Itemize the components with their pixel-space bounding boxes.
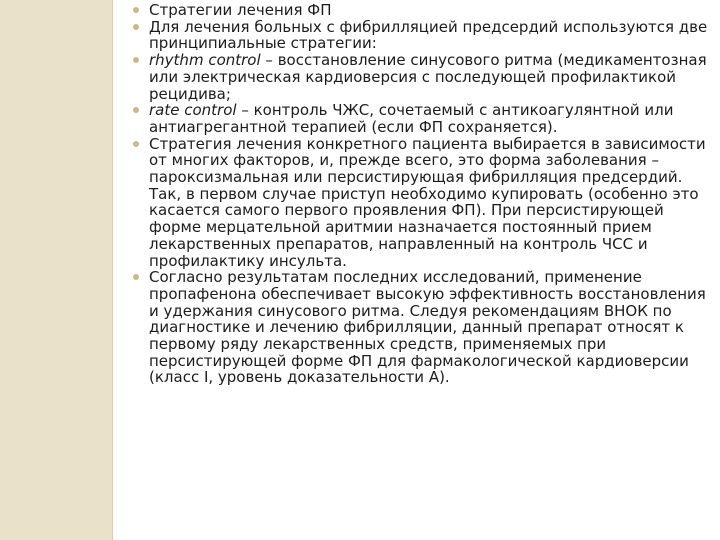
- list-item: [128, 136, 708, 270]
- slide-content: [128, 2, 708, 386]
- list-item: [128, 52, 708, 102]
- panel-divider: [112, 0, 113, 540]
- item-text: Стратегия лечения конкретного пациента выбирается в зависимости от многих факторов, и, прежде всего, это форма заболевания – пароксизмальная или персистирующая фибрилляция предсердий. Так, в первом случае приступ необходимо купировать (особенно это касается самого первого проявления ФП). При персистирующей форме мерцательной аритмии назначается постоянный прием лекарственных препаратов, направленный на контроль ЧСС и профилактику инсульта.: [149, 134, 706, 270]
- item-text: – восстановление синусового ритма (медикаментозная или электрическая кардиоверсия с последующей профилактикой рецидива;: [149, 51, 707, 103]
- bullet-dot-icon: [133, 7, 139, 13]
- bullet-dot-icon: [133, 24, 139, 30]
- item-term: rhythm control: [149, 51, 261, 70]
- item-term: rate control: [149, 101, 237, 120]
- list-item: [128, 269, 708, 386]
- side-decor-panel: [0, 0, 112, 540]
- bullet-dot-icon: [133, 57, 139, 63]
- list-item: [128, 102, 708, 135]
- bullet-dot-icon: [133, 274, 139, 280]
- bullet-dot-icon: [133, 141, 139, 147]
- list-item: [128, 2, 708, 19]
- bullet-dot-icon: [133, 107, 139, 113]
- list-item: [128, 19, 708, 52]
- bullet-list: [128, 2, 708, 386]
- item-text: Согласно результатам последних исследований, применение пропафенона обеспечивает высокую эффективность восстановления и удержания синусового ритма. Следуя рекомендациям ВНОК по диагностике и лечению фибрилляции, данный препарат относят к первому ряду лекарственных средств, применяемых при персистирующей форме ФП для фармакологической кардиоверсии (класс I, уровень доказательности А).: [149, 268, 706, 387]
- item-text: Для лечения больных с фибрилляцией предсердий используются две принципиальные стратегии:: [149, 17, 708, 53]
- item-text: – контроль ЧЖС, сочетаемый с антикоагулянтной или антиагрегантной терапией (если ФП сохраняется).: [149, 101, 674, 136]
- item-text: Стратегии лечения ФП: [149, 1, 332, 19]
